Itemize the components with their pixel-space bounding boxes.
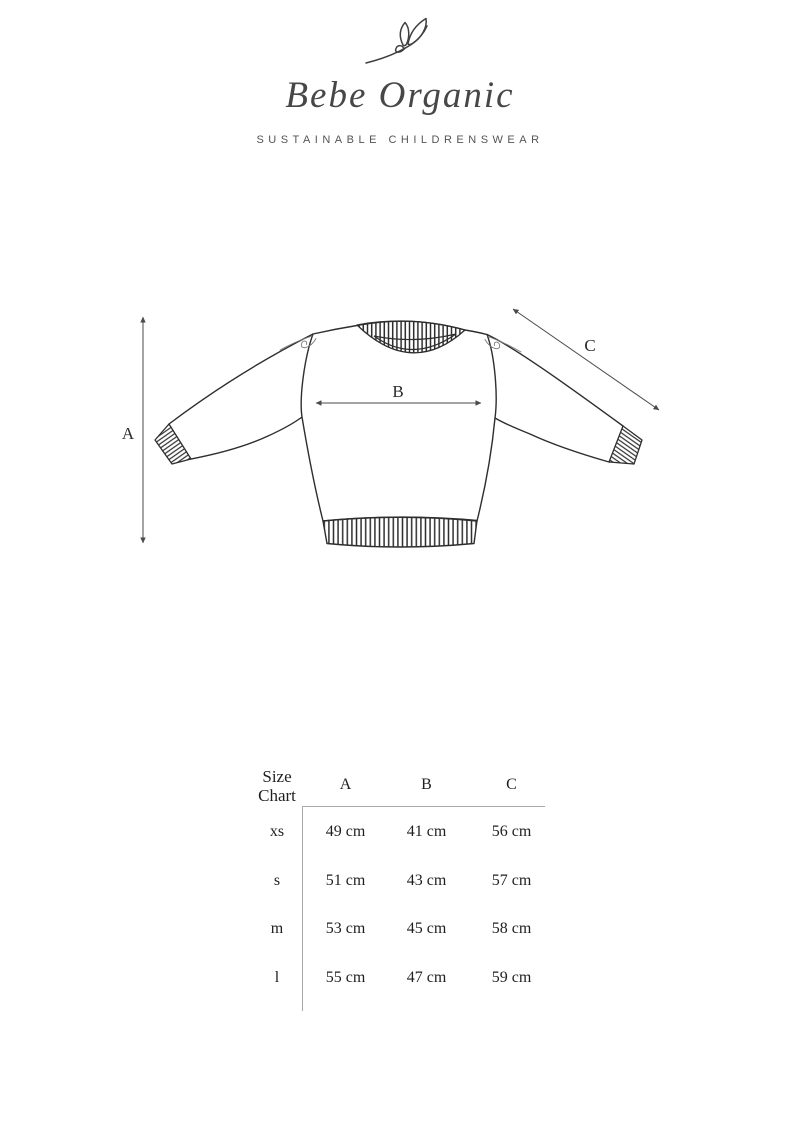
value-b: 47 cm [406, 969, 447, 986]
column-header-a: A [339, 776, 352, 793]
sweater-measurement-diagram [100, 290, 700, 580]
value-b: 41 cm [406, 823, 447, 840]
size-label: xs [269, 823, 285, 840]
table-header-row [245, 775, 552, 795]
measure-label-a: A [121, 424, 135, 443]
value-a: 49 cm [325, 823, 366, 840]
branch-stem [366, 26, 427, 63]
value-c: 59 cm [491, 969, 532, 986]
value-c: 56 cm [491, 823, 532, 840]
value-a: 51 cm [325, 872, 366, 889]
value-a: 55 cm [325, 969, 366, 986]
size-chart-table [245, 765, 557, 1020]
size-label: s [273, 872, 281, 889]
size-chart-title-line2: Chart [258, 786, 296, 805]
size-label: l [274, 969, 280, 986]
brand-name: Bebe Organic [285, 75, 515, 116]
sweater-right-sleeve [487, 335, 623, 463]
table-row-s [245, 871, 552, 891]
value-c: 58 cm [491, 920, 532, 937]
table-row-xs [245, 822, 552, 842]
branch-leaves-icon [0, 0, 800, 80]
value-b: 43 cm [406, 872, 447, 889]
branch-leaf-right [408, 19, 426, 45]
size-chart-title-line1: Size [262, 767, 292, 786]
value-c: 57 cm [491, 872, 532, 889]
value-a: 53 cm [325, 920, 366, 937]
table-row-l [245, 968, 552, 988]
branch-leaf-left [400, 23, 409, 46]
brand-tagline: SUSTAINABLE CHILDRENSWEAR [256, 134, 544, 146]
measure-label-b: B [392, 382, 404, 401]
table-row-m [245, 919, 552, 939]
sweater-left-sleeve [169, 334, 313, 459]
table-header-rule [302, 806, 545, 807]
size-label: m [270, 920, 284, 937]
value-b: 45 cm [406, 920, 447, 937]
measure-label-c: C [584, 336, 596, 355]
branch-loop [396, 46, 405, 53]
column-header-c: C [506, 776, 517, 793]
sweater-hem-band [323, 517, 477, 547]
column-header-b: B [421, 776, 432, 793]
